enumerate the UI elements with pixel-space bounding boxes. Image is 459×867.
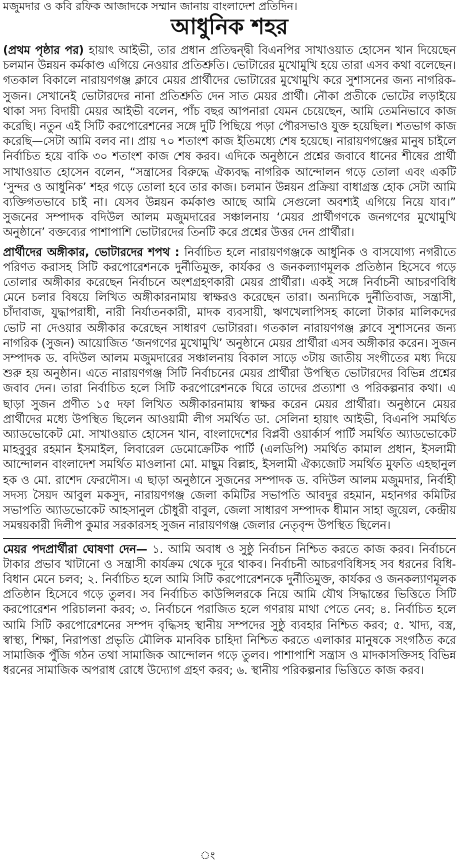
paragraph-text: ১. আমি অবাধ ও সুষ্ঠু নির্বাচন নিশ্চিত করতে কাজ করব। নির্বাচনে টাকার প্রভাব খাটানো ও সন্ত্রাসী কার্যক্রম থেকে দূরে থাকব। নির্বাচনী আচরণবিধিসহ সব ধরনের বিধি-বিধান মেনে চলব; ২. নির্বাচিত হলে আমি সিটি করপোরেশনকে দুর্নীতিমুক্ত, কার্যকর ও জনকল্যাণমূলক প্রতিষ্ঠান হিসেবে গড়ে তুলব। সব নির্বাচিত কাউন্সিলরকে নিয়ে আমি যৌথ সিদ্ধান্তের ভিত্তিতে সিটি করপোরেশন পরিচালনা করব; ৩. নির্বাচনে পরাজিত হলে গণরায় মাথা পেতে নেব; ৪. নির্বাচিত হলে আমি সিটি করপোরেশনের সম্পদ বৃদ্ধিসহ স্থানীয় সম্পদের সুষ্ঠু ব্যবহার নিশ্চিত করব; ৫. খাদ্য, বস্ত্র, স্বাস্থ্য, শিক্ষা, নিরাপত্তা প্রভৃতি মৌলিক মানবিক চাহিদা নিশ্চিত করতে এলাকার মানুষকে সংগঠিত করে সামাজিক পুঁজি গঠন তথা সামাজিক আন্দোলন গড়ে তুলব। পাশাপাশি সন্ত্রাস ও মাদকাসক্তিসহ বিভিন্ন ধরনের সামাজিক অপরাধ রোধে উদ্যোগ গ্রহণ করব; ৬. স্থানীয় পরিকল্পনার ভিত্তিতে কাজ করব।: [3, 542, 456, 678]
cropped-footer-text: ং: [200, 849, 216, 862]
paragraph-intro: [3, 43, 456, 241]
previous-article-tail: মজুমদার ও কবি রফিক আজাদকে সম্মান জানায় বাংলাদেশ প্রতিদিন।: [3, 0, 298, 13]
continuation-label: (প্রথম পৃষ্ঠার পর): [3, 44, 84, 57]
article-body: [0, 43, 459, 678]
paragraph-text: হায়াৎ আইভী, তার প্রধান প্রতিদ্বন্দ্বী বিএনপির সাখাওয়াত হোসেন খান দিয়েছেন চলমান উন্নয়ন কর্মকাণ্ড এগিয়ে নেওয়ার প্রতিশ্রুতি। ভোটারের মুখোমুখি হয়ে তারা এসব কথা বলেছেন। গতকাল বিকালে নারায়ণগঞ্জ ক্লাবে মেয়র প্রার্থীদের ভোটারের মুখোমুখি করে সুশাসনের জন্য নাগরিক-সুজন। সেখানেই ভোটারদের নানা প্রতিশ্রুতি দেন সাত মেয়র প্রার্থী। নৌকা প্রতীকে ভোটের লড়াইয়ে থাকা সদ্য বিদায়ী মেয়র আইভী বলেন, পাঁচ বছর আপনারা যেমন চেয়েছেন, আমি তেমনিভাবে কাজ করেছি। নতুন এই সিটি করপোরেশনের সঙ্গে দুটি পিছিয়ে পড়া পৌরসভাও যুক্ত হয়েছিল। শতভাগ কাজ করেছি—সেটা আমি বলব না। প্রায় ৭০ শতাংশ কাজ ইতিমধ্যে শেষ হয়েছে। নারায়ণগঞ্জের মানুষ চাইলে নির্বাচিত হয়ে বাকি ৩০ শতাংশ কাজ শেষ করব। এদিকে অনুষ্ঠানে প্রশ্নের জবাবে ধানের শীষের প্রার্থী সাখাওয়াত হোসেন বলেন, “সন্ত্রাসের বিরুদ্ধে ঐক্যবদ্ধ নাগরিক আন্দোলন গড়ে তোলা এবং একটি ‘সুন্দর ও আধুনিক’ শহর গড়ে তোলা হবে তার কাজ। চলমান উন্নয়ন প্রক্রিয়া বাধাগ্রস্ত হোক সেটা আমি ব্যক্তিগতভাবে চাই না। যেসব উন্নয়ন কর্মকাণ্ড আছে আমি সেগুলো অবশ্যই এগিয়ে নিয়ে যাব।” সুজনের সম্পাদক বদিউল আলম মজুমদারের সঞ্চালনায় ‘মেয়র প্রার্থীগণকে জনগণের মুখোমুখি অনুষ্ঠানে’ বক্তব্যের পাশাপাশি ভোটারদের তিনটি করে প্রশ্নের উত্তর দেন প্রার্থীরা।: [3, 44, 456, 240]
paragraph-text: নির্বাচিত হলে নারায়ণগঞ্জকে আধুনিক ও বাসযোগ্য নগরীতে পরিণত করাসহ সিটি করপোরেশনকে দুর্নীতিমুক্ত, কার্যকর ও জনকল্যাণমূলক প্রতিষ্ঠান হিসেবে গড়ে তোলার অঙ্গীকার করেছেন নির্বাচনে অংশগ্রহণকারী মেয়র প্রার্থীরা। একই সঙ্গে নির্বাচনী আচরণবিধি মেনে চলার বিষয়ে লিখিত অঙ্গীকারনামায় স্বাক্ষরও করেছেন তারা। অন্যদিকে দুর্নীতিবাজ, সন্ত্রাসী, চাঁদাবাজ, যুদ্ধাপরাধী, নারী নির্যাতনকারী, মাদক ব্যবসায়ী, ঋণখেলাপিসহ কালো টাকার মালিকদের ভোট না দেওয়ার অঙ্গীকার করেছেন সাধারণ ভোটাররা। গতকাল নারায়ণগঞ্জ ক্লাবে সুশাসনের জন্য নাগরিক (সুজন) আয়োজিত ‘জনগণের মুখোমুখি’ অনুষ্ঠানে মেয়র প্রার্থীরা এসব অঙ্গীকার করেন। সুজন সম্পাদক ড. বদিউল আলম মজুমদারের সঞ্চালনায় বিকাল সাড়ে ৩টায় জাতীয় সংগীতের মধ্য দিয়ে শুরু হয় অনুষ্ঠান। এতে নারায়ণগঞ্জ সিটি নির্বাচনের মেয়র প্রার্থীরা উপস্থিত ভোটারদের বিভিন্ন প্রশ্নের জবাব দেন। তারা নির্বাচিত হলে সিটি করপোরেশনকে ঘিরে তাদের প্রত্যাশা ও পরিকল্পনার কথা। এ ছাড়া সুজন প্রণীত ১৫ দফা লিখিত অঙ্গীকারনামায় স্বাক্ষর করেন মেয়র প্রার্থীরা। অনুষ্ঠানে মেয়র প্রার্থীদের মধ্যে উপস্থিত ছিলেন আওয়ামী লীগ সমর্থিত ডা. সেলিনা হায়াৎ আইভী, বিএনপি সমর্থিত অ্যাডভোকেট মো. সাখাওয়াত হোসেন খান, বাংলাদেশের বিপ্লবী ওয়ার্কার্স পার্টি সমর্থিত অ্যাডভোকেট মাহবুবুর রহমান ইসমাইল, লিবারেল ডেমোক্রেটিক পার্টি (এলডিপি) সমর্থিত কামাল প্রধান, ইসলামী আন্দোলন বাংলাদেশ সমর্থিত মাওলানা মো. মাছুম বিল্লাহ, ইসলামী ঐক্যজোট সমর্থিত মুফতি এহছানুল হক ও মো. রাশেদ ফেরদৌস। এ ছাড়া অনুষ্ঠানে সুজনের সম্পাদক ড. বদিউল আলম মজুমদার, নির্বাহী সদস্য সৈয়দ আবুল মকসুদ, নারায়ণগঞ্জ জেলা কমিটির সভাপতি আবদুর রহমান, মহানগর কমিটির সভাপতি অ্যাডভোকেট আহসানুল চৌধুরী বাবুল, জেলা সাধারণ সম্পাদক ধীমান সাহা জুয়েল, কেন্দ্রীয় সমন্বয়কারী দিলীপ কুমার সরকারসহ সুজন নারায়ণগঞ্জ জেলার নেতৃবৃন্দ উপস্থিত ছিলেন।: [3, 245, 456, 533]
section-divider: [3, 538, 456, 539]
subheading-declaration: মেয়র পদপ্রার্থীরা ঘোষণা দেন—: [3, 542, 148, 556]
subheading-pledges: প্রার্থীদের অঙ্গীকার, ভোটারদের শপথ :: [3, 245, 180, 259]
article-headline: আধুনিক শহর: [170, 14, 289, 40]
paragraph-pledges: [3, 245, 456, 534]
paragraph-declaration: [3, 542, 456, 679]
